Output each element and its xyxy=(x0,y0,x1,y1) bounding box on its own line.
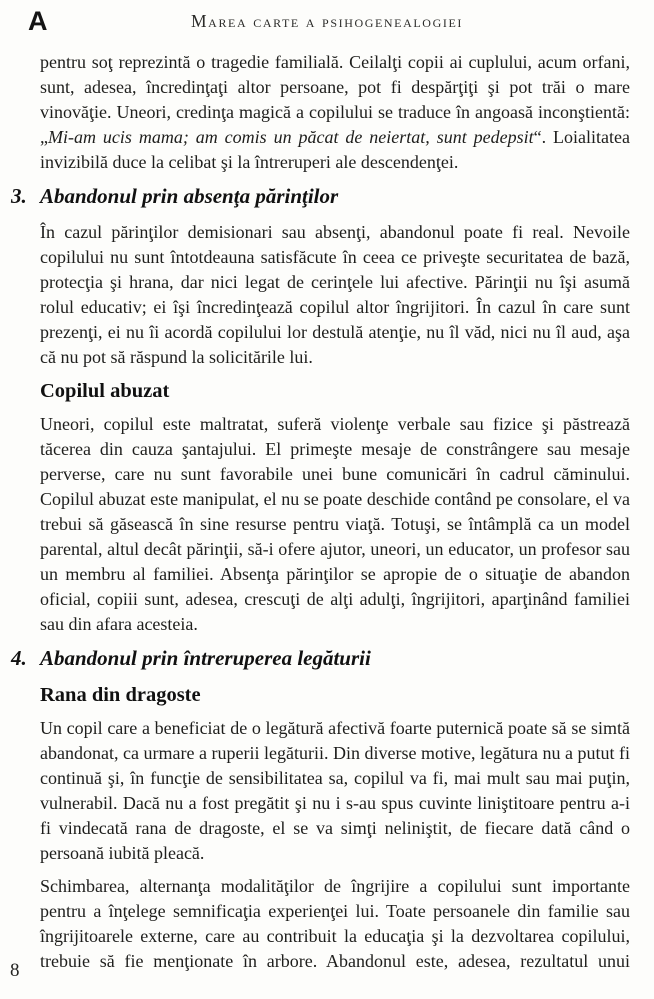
paragraph: Un copil care a beneficiat de o legătură afectivă foarte puternică poate să se simtă abandonat, ca urmare a ruperii legăturii. Din diverse motive, legătura nu a putut fi continuă şi, în funcţie de sensibilitatea sa, copilul va fi, mai mult sau mai puţin, vulnerabil. Dacă nu a fost pregătit şi nu i s-au spus cuvinte liniştitoare pentru a-i fi vindecată rana de dragoste, el se va simţi neliniştit, de fiecare dată când o persoană iubită pleacă. xyxy=(40,718,630,863)
numbered-heading xyxy=(11,183,630,210)
heading-number: 3. xyxy=(11,184,27,208)
corner-marker: A xyxy=(28,6,48,36)
numbered-heading xyxy=(11,645,630,672)
paragraph-text: “. Loialitatea invizibilă duce la celibat şi la întreruperi ale descendenţei. xyxy=(40,127,630,172)
page-body xyxy=(11,50,630,982)
page-number: 8 xyxy=(10,960,20,981)
heading-text: Abandonul prin întreruperea legăturii xyxy=(40,646,371,670)
paragraph-text: pentru soţ reprezintă o tragedie familială. Ceilalţi copii ai cuplului, acum orfani, sunt, adesea, încredinţaţi altor persoane, pot fi despărţiţi şi pot trăi o mare vinovăţie. Uneori, credinţa magică a copilului se traduce în angoasă inconştientă: „ xyxy=(40,52,630,147)
running-title: Marea carte a psihogenealogiei xyxy=(191,11,463,31)
inline-quote: Mi-am ucis mama; am comis un păcat de neiertat, sunt pedepsit xyxy=(48,127,534,147)
paragraph xyxy=(40,50,630,175)
heading-number: 4. xyxy=(11,646,27,670)
paragraph: Uneori, copilul este maltratat, suferă violenţe verbale sau fizice şi păstrează tăcerea din cauza şantajului. El primeşte mesaje de constrângere sau mesaje perverse, care nu sunt favorabile unei bune comunicări în cadrul căminului. Copilul abuzat este manipulat, el nu se poate deschide contând pe consolare, el va trebui să găsească în sine resurse pentru viaţă. Totuşi, se întâmplă ca un model parental, altul decât părinţii, să-i ofere ajutor, uneori, un educator, un profesor sau un membru al familiei. Absenţa părinţilor se apropie de o situaţie de abandon oficial, copiii sunt, adesea, crescuţi de alţi adulţi, îngrijitori, aparţinând familiei sau din afara acesteia. xyxy=(40,414,630,634)
paragraph: Schimbarea, alternanţa modalităţilor de îngrijire a copilului sunt importante pentru a înţelege semnificaţia experienţei lui. Toate persoanele din familie sau îngrijitoarele externe, care au contribuit la educaţia şi la dezvoltarea copilului, trebuie să fie menţionate în arbore. Abandonul este, adesea, rezultatul unui xyxy=(40,876,630,971)
subheading: Copilul abuzat xyxy=(40,380,170,402)
subheading: Rana din dragoste xyxy=(40,684,201,706)
paragraph: În cazul părinţilor demisionari sau absenţi, abandonul poate fi real. Nevoile copilului nu sunt întotdeauna satisfăcute în ceea ce priveşte securitatea de bază, protecţia şi hrana, dar nici legat de cerinţele lui afective. Părinţii nu îşi asumă rolul educativ; ei îşi încredinţează copilul altor îngrijitori. În cazul în care sunt prezenţi, ei nu îi acordă copilului lor destulă atenţie, nu îl văd, nici nu îl aud, aşa că nu pot să răspund la solicitările lui. xyxy=(40,222,630,367)
heading-text: Abandonul prin absenţa părinţilor xyxy=(40,184,339,208)
